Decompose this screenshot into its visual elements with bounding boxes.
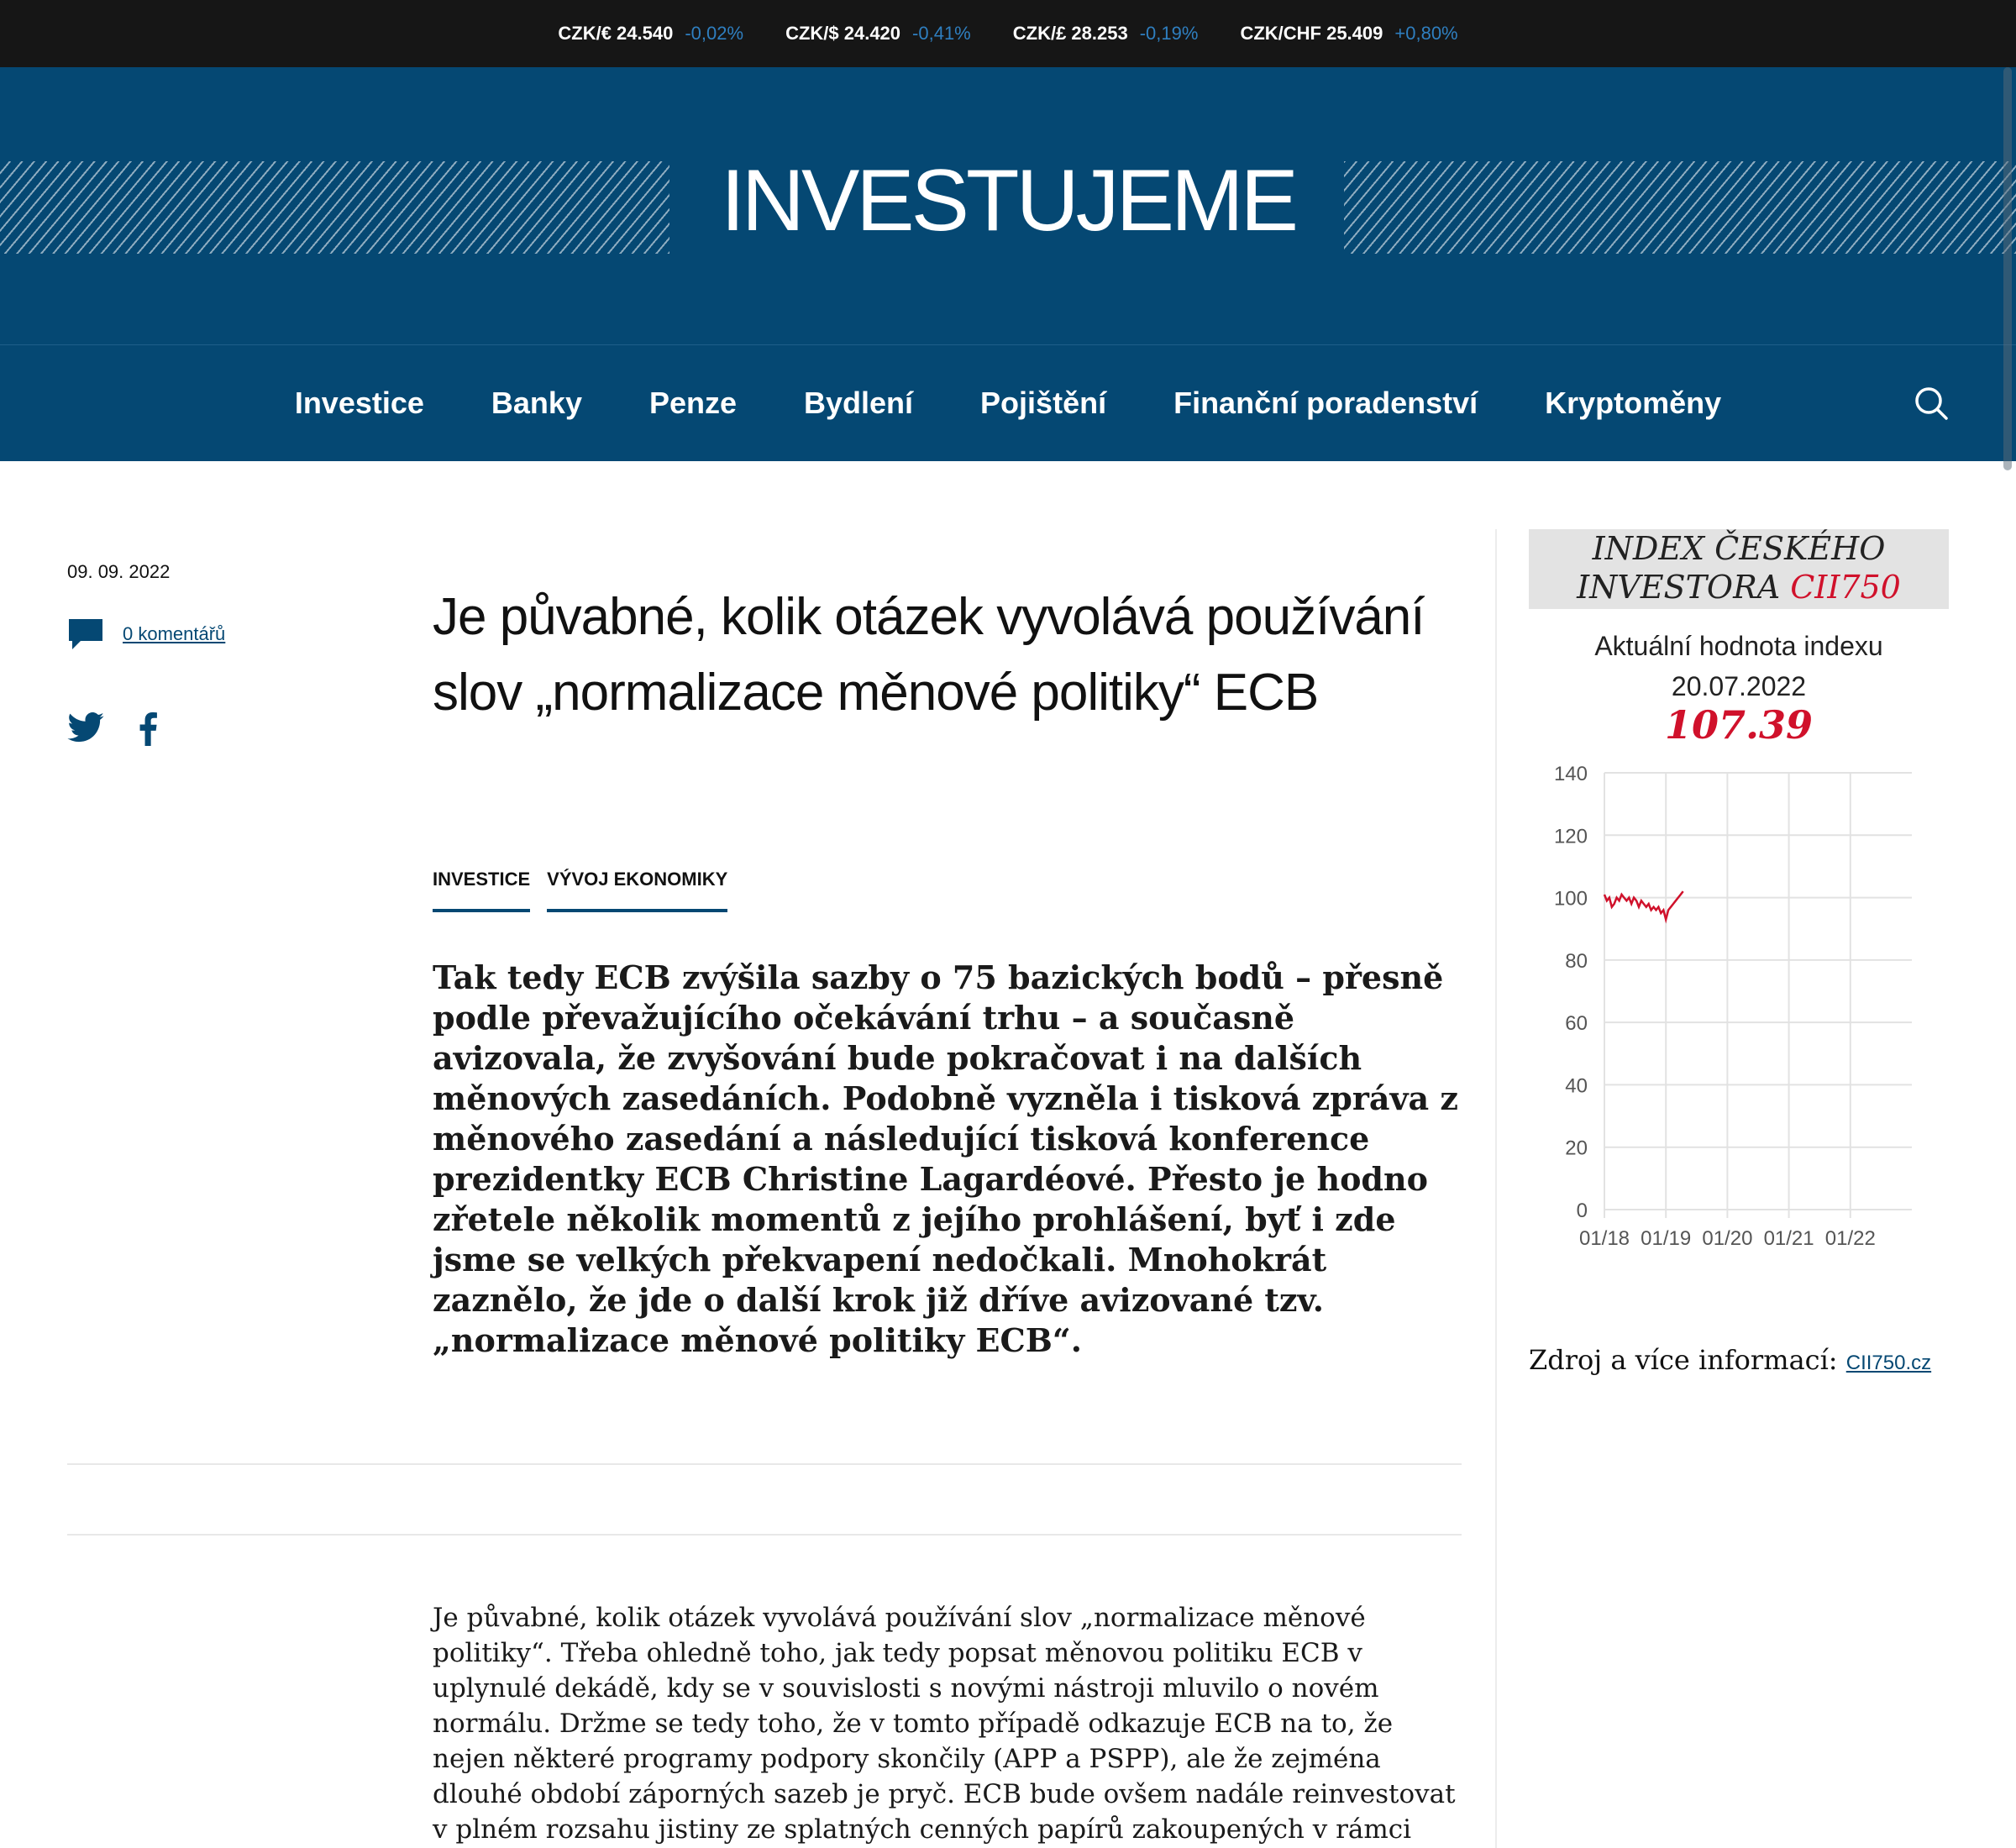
y-tick-label: 20	[1565, 1137, 1588, 1160]
nav-item-penze[interactable]: Penze	[648, 386, 738, 420]
ticker-pair: CZK/$ 24.420	[785, 23, 901, 44]
y-tick-label: 0	[1576, 1200, 1588, 1222]
ticker-item-usd	[785, 23, 971, 45]
twitter-icon[interactable]	[67, 712, 104, 743]
nav-item-bydleni[interactable]: Bydlení	[804, 386, 914, 420]
ticker-pair: CZK/CHF 25.409	[1240, 23, 1383, 44]
ticker-item-gbp	[1013, 23, 1199, 45]
article-title: Je půvabné, kolik otázek vyvolává používání slov „normalizace měnové politiky“ ECB	[433, 588, 1425, 722]
article-body: Je půvabné, kolik otázek vyvolává používání slov „normalizace měnové politiky“. Třeba ohledně toho, jak tedy popsat měnovou politiku ECB v uplynulé dekádě, kdy se v souvislosti s novými nástroji mluvilo o novém normálu. Držme se tedy toho, že v tomto případě odkazuje ECB na to, že nejen některé programy podpory skončily (APP a PSPP), ale že zejména dlouhé období záporných sazeb je pryč. ECB bude ovšem nadále reinvestovat v plném rozsahu jistiny ze splatných cenných papírů zakoupených v rámci	[433, 1603, 1456, 1845]
widget-heading-line1: INDEX ČESKÉHO	[1592, 530, 1886, 567]
comments-link-group[interactable]	[67, 617, 225, 651]
y-tick-label: 100	[1553, 887, 1588, 911]
nav-item-kryptomeny[interactable]: Kryptoměny	[1545, 386, 1722, 420]
widget-heading-code: CII750	[1790, 569, 1901, 606]
currency-ticker	[0, 0, 2016, 67]
index-date: 20.07.2022	[1671, 671, 1807, 701]
site-logo[interactable]: INVESTUJEME	[720, 152, 1296, 249]
ticker-change: -0,41%	[912, 23, 971, 44]
source-label: Zdroj a více informací:	[1529, 1344, 1838, 1376]
page-scrollbar[interactable]	[2003, 67, 2012, 470]
nav-item-pojisteni[interactable]: Pojištění	[980, 386, 1107, 420]
nav-item-financni-poradenstvi[interactable]: Finanční poradenství	[1173, 386, 1478, 420]
index-widget-subtitle	[1529, 626, 1949, 706]
x-tick-label: 01/22	[1824, 1227, 1876, 1250]
source-info	[1529, 1344, 1931, 1376]
sidebar-divider	[1495, 529, 1497, 1848]
ticker-pair: CZK/£ 28.253	[1012, 23, 1128, 44]
search-icon	[1914, 386, 1949, 421]
nav-item-banky[interactable]: Banky	[491, 386, 582, 420]
ticker-item-chf	[1240, 23, 1457, 45]
social-share	[67, 712, 158, 746]
ticker-change: -0,19%	[1139, 23, 1199, 44]
main-navigation	[0, 345, 2016, 461]
x-tick-label: 01/18	[1578, 1227, 1630, 1250]
y-tick-label: 40	[1565, 1074, 1588, 1098]
tag-vyvoj-ekonomiky[interactable]: VÝVOJ EKONOMIKY	[547, 869, 727, 912]
ticker-change: +0,80%	[1394, 23, 1458, 44]
facebook-icon[interactable]	[138, 712, 158, 746]
y-tick-label: 80	[1565, 949, 1588, 973]
source-link[interactable]: CII750.cz	[1845, 1352, 1932, 1374]
ticker-item-eur	[558, 23, 743, 45]
x-tick-label: 01/20	[1702, 1227, 1753, 1250]
ticker-change: -0,02%	[685, 23, 744, 44]
article-tags	[433, 869, 727, 912]
divider	[67, 1534, 1462, 1536]
series-line	[1604, 891, 1683, 920]
ticker-pair: CZK/€ 24.540	[558, 23, 674, 44]
comments-link[interactable]: 0 komentářů	[123, 623, 226, 644]
tag-investice[interactable]: INVESTICE	[433, 869, 530, 912]
site-masthead	[0, 67, 2016, 344]
widget-heading-text: INVESTORA	[1577, 569, 1781, 606]
article-lead: Tak tedy ECB zvýšila sazby o 75 bazických bodů – přesně podle převažujícího očekávání trhu – a současně avizovala, že zvyšování bude pokračovat i na dalších měnových zasedáních. Podobně vyzněla i tisková zpráva z měnového zasedání a následující tisková konference prezidentky ECB Christine Lagardéové. Přesto je hodno zřetele několik momentů z jejího prohlášení, byť i zde jsme se velkých překvapení nedočkali. Mnohokrát zaznělo, že jde o další krok již dříve avizované tzv. „normalizace měnové politiky ECB“.	[433, 958, 1458, 1359]
y-tick-label: 60	[1565, 1012, 1588, 1036]
y-tick-label: 120	[1553, 825, 1588, 848]
nav-item-investice[interactable]: Investice	[294, 386, 424, 420]
search-button[interactable]	[1914, 386, 1949, 421]
divider	[67, 1463, 1462, 1465]
nav-items	[0, 345, 2016, 461]
index-widget-heading	[1529, 529, 1949, 609]
index-value: 107.39	[1664, 702, 1814, 748]
comment-icon	[67, 617, 104, 651]
widget-heading-line2	[1529, 568, 1949, 606]
y-tick-label: 140	[1553, 763, 1588, 785]
x-tick-label: 01/19	[1641, 1227, 1692, 1250]
index-chart	[1529, 756, 1932, 1260]
article-date: 09. 09. 2022	[67, 561, 171, 582]
index-label: Aktuální hodnota indexu	[1594, 631, 1883, 661]
x-tick-label: 01/21	[1763, 1227, 1814, 1250]
